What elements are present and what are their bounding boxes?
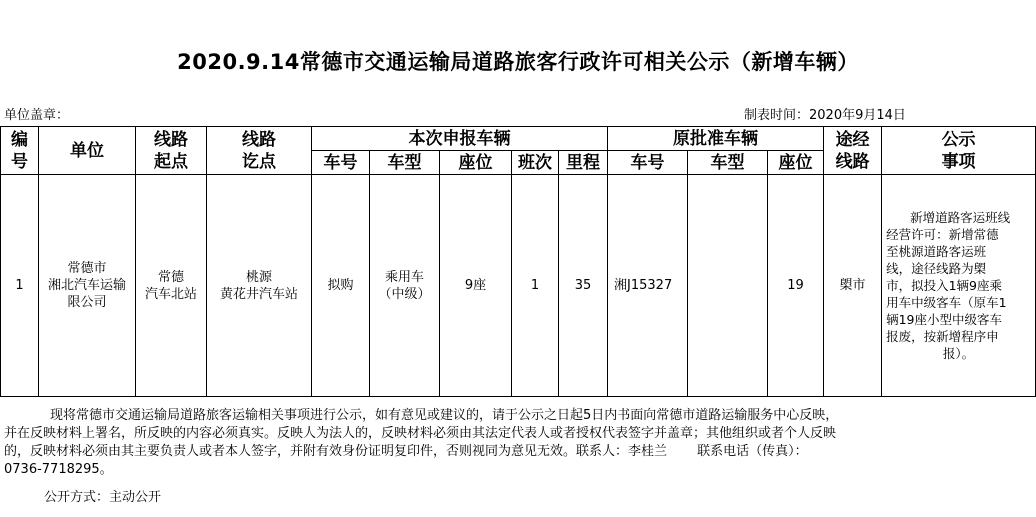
- header-unit: 单位: [39, 127, 136, 175]
- cell-start: 常德 汽车北站: [136, 175, 207, 397]
- header-orig-vehicles: 原批准车辆: [608, 127, 824, 151]
- footer-line: 现将常德市交通运输局道路旅客运输相关事项进行公示，如有意见或建议的，请于公示之日起5日内书面向常德市道路运输服务中心反映，: [50, 408, 839, 423]
- cell-seats: 9座: [440, 175, 512, 397]
- cell-notice: 新增道路客运班线 经营许可：新增常德 至桃源道路客运班 线，途径线路为㮾 市，拟投入1辆9座乘 用车中级客车（原车1 辆19座小型中级客车 报废，按新增程序申 报）。: [882, 175, 1036, 397]
- cell-unit: 常德市 湘北汽车运输 限公司: [39, 175, 136, 397]
- cell-trips: 1: [512, 175, 559, 397]
- cell-orig-model: [688, 175, 768, 397]
- header-via: 途经 线路: [824, 127, 882, 175]
- header-end: 线路 讫点: [207, 127, 312, 175]
- header-notice: 公示 事项: [882, 127, 1036, 175]
- header-no: 编 号: [1, 127, 39, 175]
- cell-plate: 拟购: [312, 175, 370, 397]
- header-seats: 座位: [440, 151, 512, 175]
- header-orig-seats: 座位: [768, 151, 824, 175]
- page-title: 2020.9.14常德市交通运输局道路旅客行政许可相关公示（新增车辆）: [177, 50, 859, 74]
- cell-orig-seats: 19: [768, 175, 824, 397]
- header-model: 车型: [370, 151, 440, 175]
- header-trips: 班次: [512, 151, 559, 175]
- header-mileage: 里程: [559, 151, 608, 175]
- date-label: 制表时间：2020年9月14日: [744, 108, 906, 123]
- footer-line: 0736-7718295。: [4, 462, 113, 477]
- table-row: [1, 175, 1036, 397]
- cell-model: 乘用车 （中级）: [370, 175, 440, 397]
- cell-orig-plate: 湘J15327: [608, 175, 688, 397]
- publish-mode: 公开方式：主动公开: [44, 490, 162, 505]
- header-start: 线路 起点: [136, 127, 207, 175]
- header-new-vehicles: 本次申报车辆: [312, 127, 608, 151]
- header-orig-model: 车型: [688, 151, 768, 175]
- cell-mileage: 35: [559, 175, 608, 397]
- permit-table: [0, 126, 1036, 397]
- footer-line: 的，反映材料必须由其主要负责人或者本人签字，并附有效身份证明复印件，否则视同为意见无效。联系人：李桂兰 联系电话（传真）：: [4, 444, 808, 459]
- header-plate: 车号: [312, 151, 370, 175]
- notice-footer: [4, 407, 1032, 507]
- cell-via: 㮾市: [824, 175, 882, 397]
- footer-line: 并在反映材料上署名，所反映的内容必须真实。反映人为法人的，反映材料必须由其法定代表人或者授权代表签字并盖章；其他组织或者个人反映: [4, 426, 837, 441]
- cell-no: 1: [1, 175, 39, 397]
- header-row-1: [1, 127, 1036, 151]
- cell-end: 桃源 黄花井汽车站: [207, 175, 312, 397]
- seal-label: 单位盖章：: [4, 108, 70, 123]
- header-orig-plate: 车号: [608, 151, 688, 175]
